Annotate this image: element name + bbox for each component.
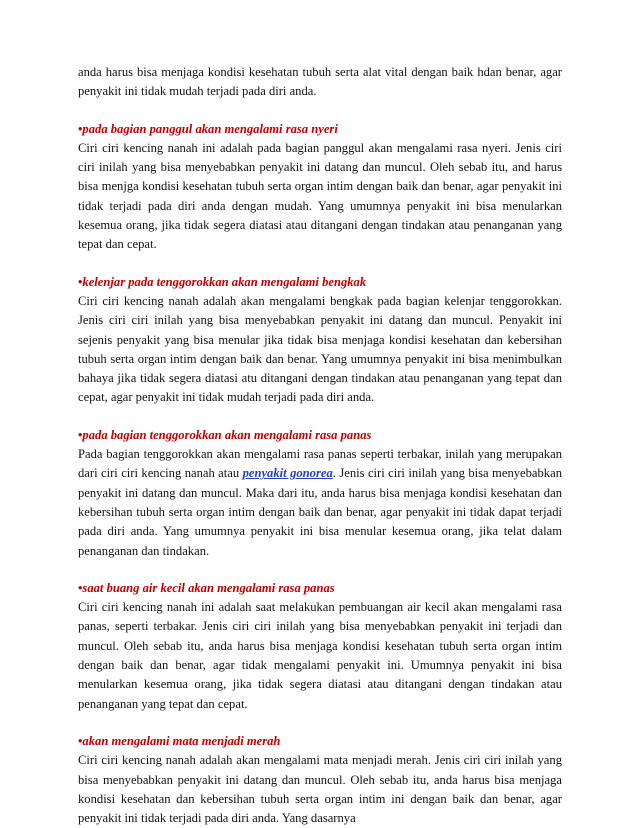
section-body	[78, 445, 562, 561]
heading-text: kelenjar pada tenggorokkan akan mengalami bengkak	[82, 274, 367, 289]
bullet-icon: •	[78, 121, 83, 136]
section-heading	[78, 273, 562, 292]
document-page	[78, 63, 562, 828]
section-buang-air-kecil-panas	[78, 579, 562, 714]
bullet-icon: •	[78, 427, 83, 442]
section-tenggorokkan-panas	[78, 426, 562, 561]
heading-text: akan mengalami mata menjadi merah	[82, 733, 281, 748]
section-heading	[78, 120, 562, 139]
bullet-icon: •	[78, 733, 83, 748]
section-panggul-nyeri	[78, 120, 562, 255]
body-text-before-link: Pada bagian tenggorokkan akan mengalami rasa panas seperti terbakar, inilah yang merupakan dari ciri ciri kencing nanah atau	[78, 447, 562, 481]
section-heading	[78, 579, 562, 598]
penyakit-gonorea-link[interactable]: penyakit gonorea	[242, 466, 333, 481]
bullet-icon: •	[78, 274, 83, 289]
heading-text: pada bagian panggul akan mengalami rasa nyeri	[82, 121, 338, 136]
section-heading	[78, 426, 562, 445]
section-heading	[78, 732, 562, 751]
body-text-after-link: . Jenis ciri ciri inilah yang bisa menyebabkan penyakit ini datang dan muncul. Maka dari itu, anda harus bisa menjaga kondisi kesehatan dan kebersihan tubuh serta organ intim dengan baik dan benar, agar penyakit ini tidak dapat terjadi pada diri anda. Yang umumnya penyakit ini bisa menular kesemua orang, jika telat dalam penanganan dan tindakan.	[78, 466, 562, 558]
section-body: Ciri ciri kencing nanah adalah akan mengalami bengkak pada bagian kelenjar tenggorokkan. Jenis ciri ciri inilah yang bisa menyebabkan penyakit ini datang dan muncul. Penyakit ini sejenis penyakit yang bisa menular jika tidak bisa menjaga kondisi kesehatan dan kebersihan tubuh serta organ intim dengan baik dan benar. Yang umumnya penyakit ini bisa menimbulkan bahaya jika tidak segera diatasi atu ditangani dengan tindakan atau penanganan yang tepat dan cepat, agar penyakit ini tidak mudah terjadi pada diri anda.	[78, 293, 562, 405]
section-kelenjar-bengkak	[78, 273, 562, 408]
intro-paragraph: anda harus bisa menjaga kondisi kesehatan tubuh serta alat vital dengan baik hdan benar, agar penyakit ini tidak mudah terjadi pada diri anda.	[78, 65, 562, 99]
heading-text: saat buang air kecil akan mengalami rasa panas	[82, 580, 335, 595]
section-body: Ciri ciri kencing nanah ini adalah saat melakukan pembuangan air kecil akan mengalami rasa panas, seperti terbakar. Jenis ciri ciri inilah yang bisa menyebabkan penyakit ini terjadi dan muncul. Oleh sebab itu, anda harus bisa menjaga kondisi kesehatan tubuh serta organ intim dengan baik dan benar, agar tidak mengalami penyakit ini. Umumnya penyakit ini bisa menularkan kesemua orang, jika tidak segera diatasi atau ditangani dengan tindakan atau penanganan yang tepat dan cepat.	[78, 600, 562, 711]
bullet-icon: •	[78, 580, 83, 595]
section-body: Ciri ciri kencing nanah adalah akan mengalami mata menjadi merah. Jenis ciri ciri inilah yang bisa menyebabkan penyakit ini datang dan muncul. Oleh sebab itu, anda harus bisa menjaga kondisi kesehatan dan kebersihan tubuh serta organ intim ini dengan baik dan benar, agar penyakit ini tidak terjadi pada diri anda. Yang dasarnya	[78, 753, 562, 826]
heading-text: pada bagian tenggorokkan akan mengalami rasa panas	[82, 427, 372, 442]
section-mata-merah	[78, 732, 562, 828]
section-body: Ciri ciri kencing nanah ini adalah pada bagian panggul akan mengalami rasa nyeri. Jenis ciri ciri inilah yang bisa menyebabkan penyakit ini datang dan muncul. Oleh sebab itu, and harus bisa menjga kondisi kesehatan tubuh serta organ intim dengan baik dan benar, agar penyakit ini tidak terjadi pada diri anda dengan mudah. Yang umumnya penyakit ini bisa menularkan kesemua orang, jika tidak segera diatasi atau ditangani dengan tindakan atau penanganan yang tepat dan cepat.	[78, 140, 562, 252]
